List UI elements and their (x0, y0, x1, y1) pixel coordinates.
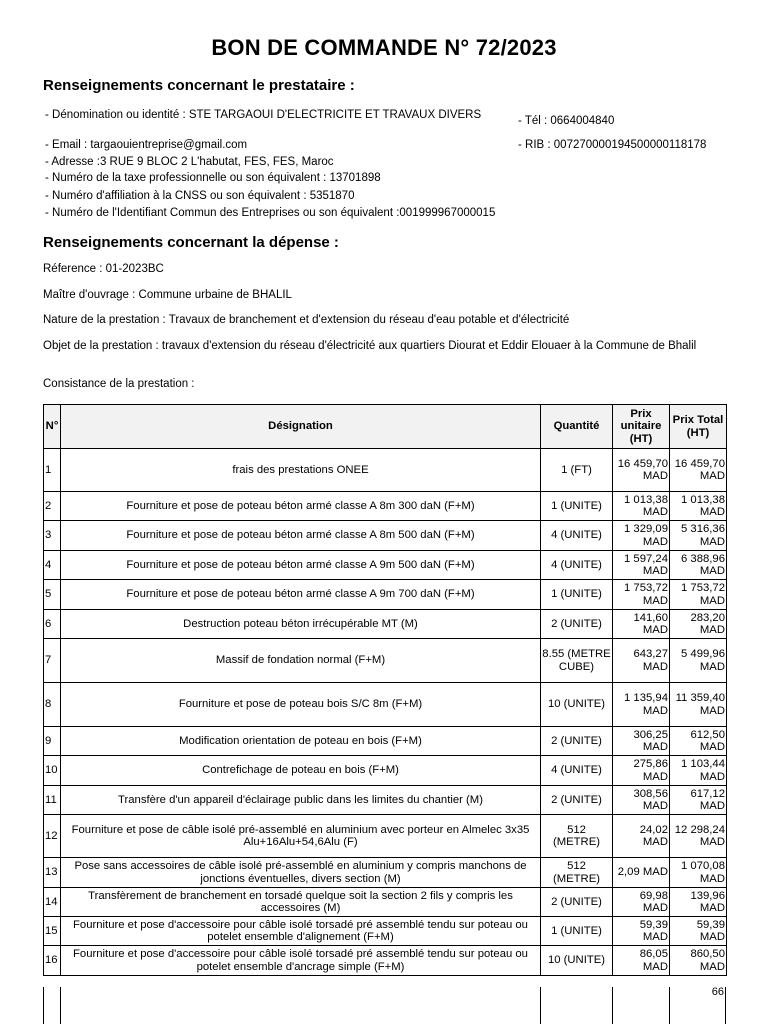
row-prix-unitaire: 1 597,24 MAD (613, 551, 670, 580)
row-designation: frais des prestations ONEE (61, 449, 541, 492)
row-number: 3 (44, 521, 61, 551)
row-prix-total: 1 070,08 MAD (670, 858, 727, 888)
table-row (44, 946, 727, 976)
table-row (44, 815, 727, 858)
adresse-line: - Adresse :3 RUE 9 BLOC 2 L'habutat, FES, FES, Maroc (45, 156, 334, 168)
table-row (44, 492, 727, 521)
row-designation: Fourniture et pose de poteau béton armé classe A 9m 700 daN (F+M) (61, 580, 541, 610)
row-prix-unitaire: 1 753,72 MAD (613, 580, 670, 610)
row-prix-total: 1 013,38 MAD (670, 492, 727, 521)
maitre-ouvrage-line: Maître d'ouvrage : Commune urbaine de BHALIL (43, 289, 292, 301)
table-row (44, 551, 727, 580)
row-prix-unitaire: 16 459,70 MAD (613, 449, 670, 492)
row-number: 7 (44, 639, 61, 683)
depense-heading: Renseignements concernant la dépense : (43, 234, 339, 251)
row-designation: Contrefichage de poteau en bois (F+M) (61, 756, 541, 786)
row-quantite: 2 (UNITE) (541, 727, 613, 756)
row-number: 4 (44, 551, 61, 580)
row-designation: Fourniture et pose de poteau béton armé classe A 8m 300 daN (F+M) (61, 492, 541, 521)
row-designation: Fourniture et pose d'accessoire pour câble isolé torsadé pré assemblé tendu sur poteau ou potelet ensemble d'ancrage simple (F+M) (61, 946, 541, 976)
row-designation: Fourniture et pose d'accessoire pour câble isolé torsadé pré assemblé tendu sur poteau ou potelet ensemble d'alignement (F+M) (61, 917, 541, 946)
row-designation: Fourniture et pose de câble isolé pré-assemblé en aluminium avec porteur en Almelec 3x35 Alu+16Alu+54,6Alu (F) (61, 815, 541, 858)
prestation-table (43, 404, 727, 976)
row-quantite: 2 (UNITE) (541, 610, 613, 639)
table-row (44, 639, 727, 683)
row-quantite: 1 (UNITE) (541, 917, 613, 946)
row-quantite: 1 (UNITE) (541, 580, 613, 610)
row-number: 5 (44, 580, 61, 610)
row-number: 6 (44, 610, 61, 639)
table-header-row (44, 405, 727, 449)
row-designation: Fourniture et pose de poteau béton armé classe A 8m 500 daN (F+M) (61, 521, 541, 551)
col-num-header: N° (44, 405, 61, 449)
rib-line: - RIB : 007270000194500000118178 (518, 139, 707, 151)
row-prix-total: 283,20 MAD (670, 610, 727, 639)
row-prix-total: 1 103,44 MAD (670, 756, 727, 786)
row-number: 8 (44, 683, 61, 727)
row-number: 10 (44, 756, 61, 786)
row-designation: Massif de fondation normal (F+M) (61, 639, 541, 683)
taxe-line: - Numéro de la taxe professionnelle ou son équivalent : 13701898 (45, 172, 381, 184)
row-prix-unitaire: 24,02 MAD (613, 815, 670, 858)
prestataire-heading: Renseignements concernant le prestataire : (43, 77, 355, 94)
row-number: 1 (44, 449, 61, 492)
row-number: 14 (44, 888, 61, 917)
tel-line: - Tél : 0664004840 (518, 115, 615, 127)
row-quantite: 2 (UNITE) (541, 888, 613, 917)
row-prix-unitaire: 308,56 MAD (613, 786, 670, 815)
denomination-line: - Dénomination ou identité : STE TARGAOUI D'ELECTRICITE ET TRAVAUX DIVERS (45, 109, 482, 121)
row-quantite: 512 (METRE) (541, 815, 613, 858)
table-row (44, 521, 727, 551)
row-quantite: 1 (UNITE) (541, 492, 613, 521)
col-prix-unitaire-header: Prix unitaire (HT) (613, 405, 670, 449)
row-designation: Transfère d'un appareil d'éclairage public dans les limites du chantier (M) (61, 786, 541, 815)
row-prix-unitaire: 141,60 MAD (613, 610, 670, 639)
row-prix-unitaire: 1 329,09 MAD (613, 521, 670, 551)
table-row (44, 727, 727, 756)
row-quantite: 10 (UNITE) (541, 946, 613, 976)
row-prix-unitaire: 69,98 MAD (613, 888, 670, 917)
row-prix-total: 11 359,40 MAD (670, 683, 727, 727)
consistance-line: Consistance de la prestation : (43, 378, 195, 390)
row-number: 9 (44, 727, 61, 756)
row-prix-unitaire: 1 013,38 MAD (613, 492, 670, 521)
row-quantite: 4 (UNITE) (541, 521, 613, 551)
row-prix-total: 5 499,96 MAD (670, 639, 727, 683)
row-prix-total: 59,39 MAD (670, 917, 727, 946)
table-continuation (43, 987, 726, 1024)
row-number: 11 (44, 786, 61, 815)
row-prix-unitaire: 1 135,94 MAD (613, 683, 670, 727)
row-designation: Transfèrement de branchement en torsadé quelque soit la section 2 fils y compris les accessoires (M) (61, 888, 541, 917)
col-quantite-header: Quantité (541, 405, 613, 449)
row-quantite: 8.55 (METRE CUBE) (541, 639, 613, 683)
reference-line: Réference : 01-2023BC (43, 263, 164, 275)
table-row (44, 858, 727, 888)
cnss-line: - Numéro d'affiliation à la CNSS ou son équivalent : 5351870 (45, 190, 355, 202)
table-row (44, 786, 727, 815)
row-quantite: 1 (FT) (541, 449, 613, 492)
row-number: 15 (44, 917, 61, 946)
row-number: 13 (44, 858, 61, 888)
row-prix-total: 5 316,36 MAD (670, 521, 727, 551)
cut-fragment: 66 (711, 987, 724, 998)
table-row (44, 756, 727, 786)
row-designation: Modification orientation de poteau en bois (F+M) (61, 727, 541, 756)
row-quantite: 10 (UNITE) (541, 683, 613, 727)
table-row (44, 610, 727, 639)
row-designation: Destruction poteau béton irrécupérable MT (M) (61, 610, 541, 639)
table-row (44, 580, 727, 610)
col-prix-total-header: Prix Total (HT) (670, 405, 727, 449)
nature-line: Nature de la prestation : Travaux de branchement et d'extension du réseau d'eau potable et d'électricité (43, 314, 570, 326)
email-line: - Email : targaouientreprise@gmail.com (45, 139, 248, 151)
objet-line: Objet de la prestation : travaux d'extension du réseau d'électricité aux quartiers Diourat et Eddir Elouaer à la Commune de Bhalil (43, 340, 697, 352)
row-prix-unitaire: 275,86 MAD (613, 756, 670, 786)
row-number: 12 (44, 815, 61, 858)
row-quantite: 512 (METRE) (541, 858, 613, 888)
row-number: 2 (44, 492, 61, 521)
row-designation: Fourniture et pose de poteau bois S/C 8m (F+M) (61, 683, 541, 727)
row-prix-unitaire: 2,09 MAD (613, 858, 670, 888)
row-prix-total: 12 298,24 MAD (670, 815, 727, 858)
table-row (44, 449, 727, 492)
row-prix-unitaire: 86,05 MAD (613, 946, 670, 976)
row-prix-unitaire: 59,39 MAD (613, 917, 670, 946)
row-designation: Fourniture et pose de poteau béton armé classe A 9m 500 daN (F+M) (61, 551, 541, 580)
table-row (44, 917, 727, 946)
table-row (44, 683, 727, 727)
row-prix-total: 1 753,72 MAD (670, 580, 727, 610)
row-prix-unitaire: 643,27 MAD (613, 639, 670, 683)
row-prix-total: 139,96 MAD (670, 888, 727, 917)
row-quantite: 4 (UNITE) (541, 551, 613, 580)
row-prix-total: 617,12 MAD (670, 786, 727, 815)
row-designation: Pose sans accessoires de câble isolé pré-assemblé en aluminium y compris manchons de jonctions éventuelles, divers section (M) (61, 858, 541, 888)
col-designation-header: Désignation (61, 405, 541, 449)
row-prix-total: 860,50 MAD (670, 946, 727, 976)
row-prix-total: 612,50 MAD (670, 727, 727, 756)
row-prix-total: 6 388,96 MAD (670, 551, 727, 580)
table-row (44, 888, 727, 917)
row-prix-total: 16 459,70 MAD (670, 449, 727, 492)
ice-line: - Numéro de l'Identifiant Commun des Entreprises ou son équivalent :001999967000015 (45, 207, 496, 219)
row-quantite: 2 (UNITE) (541, 786, 613, 815)
row-prix-unitaire: 306,25 MAD (613, 727, 670, 756)
row-number: 16 (44, 946, 61, 976)
page-title: BON DE COMMANDE N° 72/2023 (211, 35, 557, 60)
row-quantite: 4 (UNITE) (541, 756, 613, 786)
